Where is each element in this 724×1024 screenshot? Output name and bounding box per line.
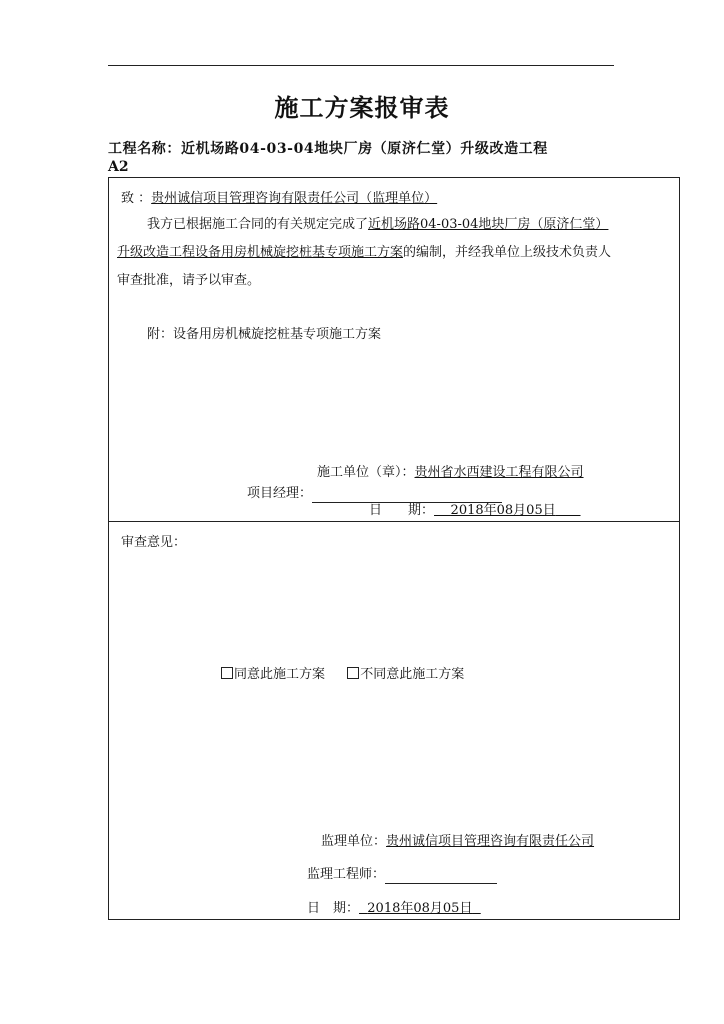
document-title: 施工方案报审表 — [274, 93, 450, 122]
supervising-engineer-label: 监理工程师： — [307, 867, 386, 882]
supervising-engineer-signature-blank — [385, 869, 497, 884]
body-line-1 — [147, 216, 608, 234]
addressee-org: 贵州诚信项目管理咨询有限责任公司（监理单位） — [151, 191, 438, 206]
submission-date-text: 2018年08月05日 — [450, 503, 556, 518]
submission-date-value — [434, 503, 581, 518]
body-line-2 — [117, 244, 611, 262]
review-form — [108, 177, 680, 920]
contractor-unit-label: 施工单位（章）： — [317, 465, 415, 480]
supervisor-unit — [321, 833, 594, 851]
contractor-unit — [317, 464, 584, 482]
project-manager-signature-blank — [312, 488, 502, 503]
agree-checkbox[interactable] — [221, 667, 233, 679]
agree-option[interactable] — [221, 667, 325, 682]
review-opinion-label: 审查意见： — [121, 535, 187, 550]
review-date-value — [359, 901, 481, 916]
project-name-line2: A2 — [108, 159, 129, 175]
project-name — [108, 140, 620, 176]
body-line-2-text: 的编制，并经我单位上级技术负责人 — [403, 245, 612, 260]
project-name-line1: 工程名称：近机场路04-03-04地块厂房（原济仁堂）升级改造工程 — [108, 141, 548, 157]
review-date-label: 日 期： — [307, 901, 360, 916]
body-line-1-project: 近机场路04-03-04地块厂房（原济仁堂） — [368, 217, 609, 232]
supervisor-unit-value: 贵州诚信项目管理咨询有限责任公司 — [386, 834, 595, 849]
disagree-checkbox[interactable] — [347, 667, 359, 679]
supervisor-unit-label: 监理单位： — [321, 834, 387, 849]
addressee-line — [121, 190, 437, 208]
attachment-line: 附：设备用房机械旋挖桩基专项施工方案 — [147, 327, 382, 342]
review-date — [307, 900, 481, 918]
submission-date-label: 日 期： — [369, 503, 435, 518]
review-options — [221, 666, 464, 684]
disagree-option-label: 不同意此施工方案 — [360, 667, 465, 682]
supervising-engineer — [307, 866, 497, 884]
body-line-2-plan: 升级改造工程设备用房机械旋挖桩基专项施工方案 — [117, 245, 404, 260]
disagree-option[interactable] — [347, 667, 464, 682]
addressee-prefix: 致 ： — [121, 191, 152, 206]
body-line-1-text: 我方已根据施工合同的有关规定完成了 — [147, 217, 369, 232]
project-manager — [247, 485, 502, 503]
submission-date — [369, 502, 581, 520]
contractor-unit-value: 贵州省水西建设工程有限公司 — [414, 465, 584, 480]
agree-option-label: 同意此施工方案 — [234, 667, 326, 682]
review-date-text: 2018年08月05日 — [367, 901, 473, 916]
section-divider — [109, 521, 679, 522]
project-manager-label: 项目经理： — [247, 486, 313, 501]
header-rule — [108, 65, 614, 66]
body-line-3: 审查批准，请予以审查。 — [117, 273, 261, 288]
